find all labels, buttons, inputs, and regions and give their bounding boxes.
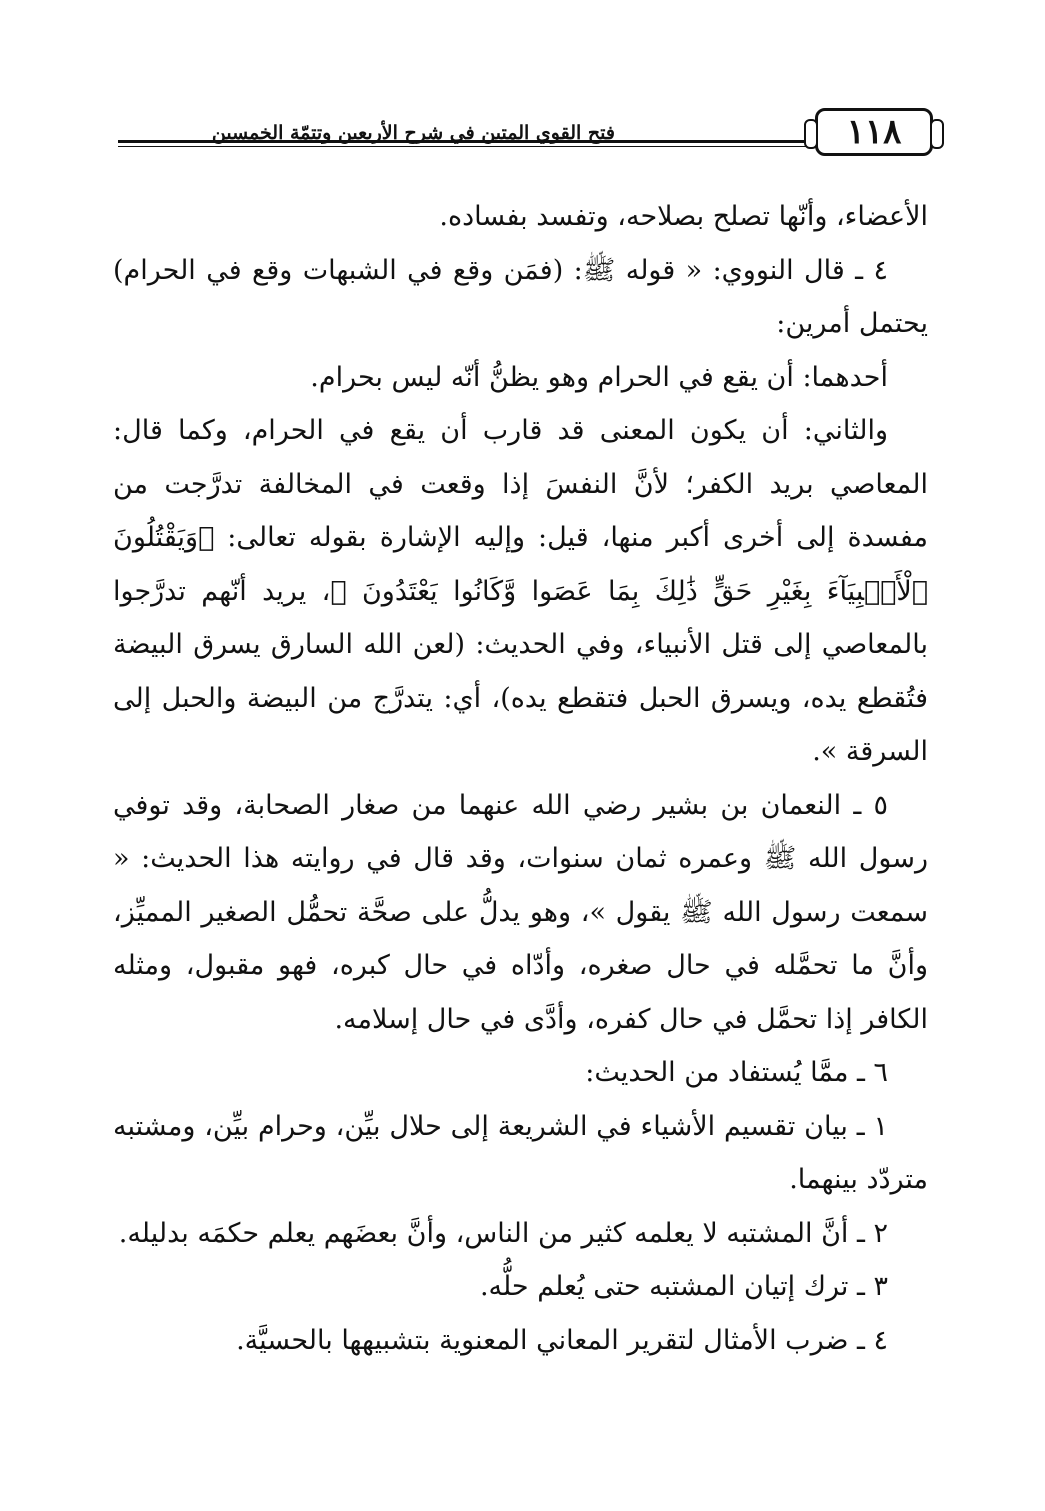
paragraph: ٤ ـ ضرب الأمثال لتقرير المعاني المعنوية بتشبيهها بالحسيَّة. <box>236 1324 888 1356</box>
page-body <box>113 190 928 1367</box>
paragraph: ٦ ـ ممَّا يُستفاد من الحديث: <box>585 1057 888 1088</box>
book-title: فتح القوي المتين في شرح الأربعين وتتمّة الخمسين <box>211 122 615 144</box>
page-number: ١١٨ <box>846 112 902 152</box>
paragraph: الأعضاء، وأنّها تصلح بصلاحه، وتفسد بفساده. <box>439 201 928 232</box>
paragraph: ٤ ـ قال النووي: « قوله ﷺ: (فمَن وقع في الشبهات وقع في الحرام) يحتمل أمرين: <box>113 254 928 339</box>
paragraph: ١ ـ بيان تقسيم الأشياء في الشريعة إلى حلال بيِّن، وحرام بيِّن، ومشتبه متردّد بينهما. <box>113 1110 928 1195</box>
paragraph: أحدهما: أن يقع في الحرام وهو يظنُّ أنّه ليس بحرام. <box>310 361 888 393</box>
paragraph: ٥ ـ النعمان بن بشير رضي الله عنهما من صغار الصحابة، وقد توفي رسول الله ﷺ وعمره ثمان سنوات، وقد قال في روايته هذا الحديث: « سمعت رسول الله ﷺ يقول »، وهو يدلُّ على صحَّة تحمُّل الصغير المميِّز، وأنَّ ما تحمَّله في حال صغره، وأدّاه في حال كبره، فهو مقبول، ومثله الكافر إذا تحمَّل في حال كفره، وأدَّى في حال إسلامه. <box>113 789 928 1035</box>
paragraph: والثاني: أن يكون المعنى قد قارب أن يقع في الحرام، وكما قال: المعاصي بريد الكفر؛ لأنَّ النفسَ إذا وقعت في المخالفة تدرَّجت من مفسدة إلى أخرى أكبر منها، قيل: وإليه الإشارة بقوله تعالى: ﴿وَيَقْتُلُونَ ٱلْأَنۢبِيَآءَ بِغَيْرِ حَقٍّ ذَٰلِكَ بِمَا عَصَوا وَّكَانُوا يَعْتَدُونَ ﴾، يريد أنّهم تدرَّجوا بالمعاصي إلى قتل الأنبياء، وفي الحديث: (لعن الله السارق يسرق البيضة فتُقطع يده، ويسرق الحبل فتقطع يده)، أي: يتدرَّج من البيضة والحبل إلى السرقة ». <box>113 415 928 767</box>
running-header <box>118 108 933 158</box>
paragraph: ٢ ـ أنَّ المشتبه لا يعلمه كثير من الناس، وأنَّ بعضَهم يعلم حكمَه بدليله. <box>118 1217 888 1249</box>
page-number-frame <box>815 108 933 156</box>
paragraph: ٣ ـ ترك إتيان المشتبه حتى يُعلم حلُّه. <box>479 1271 888 1302</box>
